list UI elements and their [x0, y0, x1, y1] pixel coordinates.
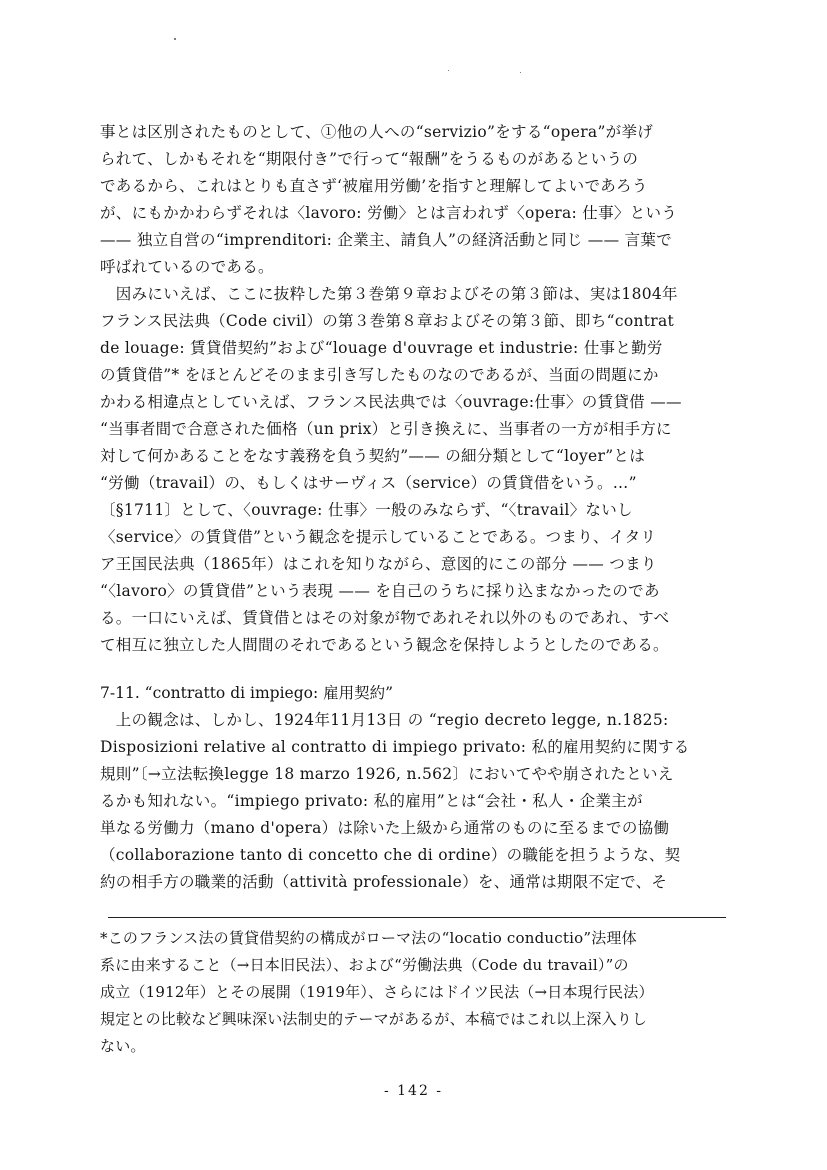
footnote-rule: [108, 917, 726, 918]
body-line: であるから、これはとりも直さず‘被雇用労働’を指すと理解してよいであろう: [100, 177, 648, 195]
body-line: かわる相違点としていえば、フランス民法典では〈ouvrage:仕事〉の賃貸借 ——: [100, 393, 682, 411]
body-line: 単なる労働力（mano d'opera）は除いた上級から通常のものに至るまでの協働: [100, 819, 670, 837]
body-line: 〔§1711〕として、〈ouvrage: 仕事〉一般のみならず、“〈travail〉ないし: [100, 501, 633, 519]
body-line: “労働（travail）の、もしくはサーヴィス（service）の賃貸借をいう。…”: [100, 474, 637, 492]
body-line: るかも知れない。“impiego privato: 私的雇用”とは“会社・私人・企業主が: [100, 792, 643, 810]
footnote-line: 成立（1912年）とその展開（1919年）、さらにはドイツ民法（→日本現行民法）: [100, 983, 654, 1001]
body-line: Disposizioni relative al contratto di impiego privato: 私的雇用契約に関する: [100, 738, 690, 756]
scan-speck: [448, 70, 449, 71]
body-line: 事とは区別されたものとして、①他の人への“servizio”をする“opera”が挙げ: [100, 123, 654, 141]
body-line: ア王国民法典（1865年）はこれを知りながら、意図的にこの部分 —— つまり: [100, 555, 657, 573]
footnote-line: ない。: [100, 1037, 146, 1055]
page-number: - 142 -: [383, 1083, 444, 1099]
body-line: 約の相手方の職業的活動（attività professionale）を、通常は期限不定で、そ: [100, 873, 668, 891]
body-line: る。一口にいえば、賃貸借とはその対象が物であれそれ以外のものであれ、すべ: [100, 609, 670, 627]
body-line: 〈service〉の賃貸借”という観念を提示していることである。つまり、イタリ: [100, 528, 657, 546]
body-line: フランス民法典（Code civil）の第３巻第８章およびその第３節、即ち“contrat: [100, 312, 675, 330]
body-line: 規則”〔→立法転換legge 18 marzo 1926, n.562〕においてやや崩されたといえ: [100, 765, 674, 783]
body-line: が、にもかかわらずそれは〈lavoro: 労働〉とは言われず〈opera: 仕事〉という: [100, 204, 678, 222]
body-line: “当事者間で合意された価格（un prix）と引き換えに、当事者の一方が相手方に: [100, 420, 672, 438]
footnote-line: 規定との比較など興味深い法制史的テーマがあるが、本稿ではこれ以上深入りし: [100, 1010, 648, 1028]
body-line: 上の観念は、しかし、1924年11月13日 の “regio decreto legge, n.1825:: [100, 711, 669, 729]
scan-speck: [520, 72, 521, 73]
body-line: 呼ばれているのである。: [100, 258, 274, 276]
body-line: （collaborazione tanto di concetto che di ordine）の職能を担うような、契: [100, 846, 681, 864]
body-line: —— 独立自営の“imprenditori: 企業主、請負人”の経済活動と同じ —— 言葉で: [100, 231, 673, 249]
footnote-line: *このフランス法の賃貸借契約の構成がローマ法の“locatio conductio”法理体: [100, 929, 637, 947]
footnote-line: 系に由来すること（→日本旧民法）、および“労働法典（Code du travail）”の: [100, 956, 629, 974]
body-line: 因みにいえば、ここに抜粋した第３巻第９章およびその第３節は、実は1804年: [100, 285, 678, 303]
body-line: の賃貸借”* をほとんどそのまま引き写したものなのであるが、当面の問題にか: [100, 366, 659, 384]
body-line: られて、しかもそれを“期限付き”で行って“報酬”をうるものがあるというの: [100, 150, 639, 168]
body-line: “〈lavoro〉の賃貸借”という表現 —— を自己のうちに採り込まなかったのであ: [100, 582, 660, 600]
body-line: て相互に独立した人間間のそれであるという観念を保持しようとしたのである。: [100, 636, 669, 654]
section-heading: 7-11. “contratto di impiego: 雇用契約”: [100, 684, 394, 702]
body-line: de louage: 賃貸借契約”および“louage d'ouvrage et industrie: 仕事と勤労: [100, 339, 663, 357]
scan-speck: [174, 38, 176, 40]
body-line: 対して何かあることをなす義務を負う契約”—— の細分類として“loyer”とは: [100, 447, 646, 465]
